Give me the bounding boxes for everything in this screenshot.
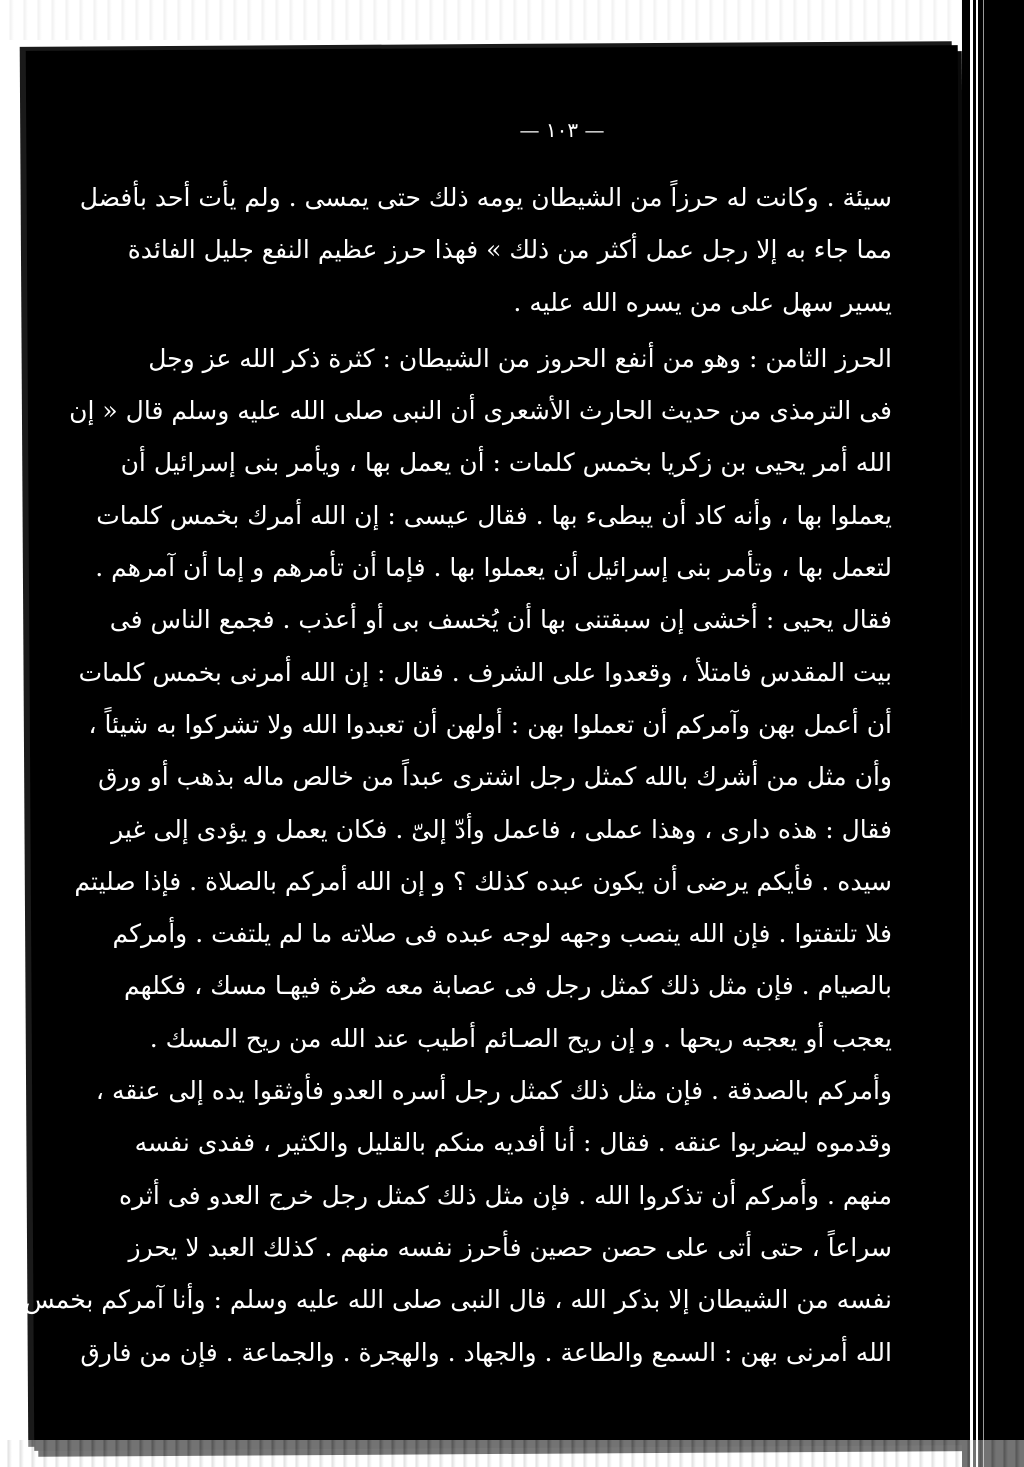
text-line: مما جاء به إلا رجل عمل أكثر من ذلك » فهذا حرز عظيم النفع جليل الفائدة — [127, 235, 892, 265]
text-line: وقدموه ليضربوا عنقه . فقال : أنا أفديه منكم بالقليل والكثير ، ففدى نفسه — [134, 1128, 892, 1158]
scan-top-noise — [0, 0, 1024, 40]
text-line: أن أعمل بهن وآمركم أن تعملوا بهن : أولهن أن تعبدوا الله ولا تشركوا به شيئاً ، — [88, 709, 892, 739]
scanner-edge-line — [983, 0, 984, 1467]
text-line: فقال : هذه دارى ، وهذا عملى ، فاعمل وأدّ إلىّ . فكان يعمل و يؤدى إلى غير — [111, 814, 892, 844]
text-line: وأن مثل من أشرك بالله كمثل رجل اشترى عبداً من خالص ماله بذهب أو ورق — [98, 762, 892, 792]
scanner-edge-line — [970, 0, 973, 1467]
text-line: وأمركم بالصدقة . فإن مثل ذلك كمثل رجل أسره العدو فأوثقوا يده إلى عنقه ، — [95, 1076, 892, 1106]
page-text-block — [23, 112, 892, 1379]
text-line: يعملوا بها ، وأنه كاد أن يبطىء بها . فقال عيسى : إن الله أمرك بخمس كلمات — [96, 500, 892, 530]
text-line: لتعمل بها ، وتأمر بنى إسرائيل أن يعملوا بها . فإما أن تأمرهم و إما أن آمرهم . — [95, 553, 892, 583]
text-line: يعجب أو يعجبه ريحها . و إن ريح الصـائم أطيب عند الله من ريح المسك . — [149, 1023, 892, 1053]
text-line: بيت المقدس فامتلأ ، وقعدوا على الشرف . فقال : إن الله أمرنى بخمس كلمات — [78, 657, 892, 687]
text-line: فى الترمذى من حديث الحارث الأشعرى أن النبى صلى الله عليه وسلم قال « إن — [69, 396, 892, 426]
text-line: منهم . وأمركم أن تذكروا الله . فإن مثل ذلك كمثل رجل خرج العدو فى أثره — [119, 1180, 892, 1210]
text-line: سيده . فأيكم يرضى أن يكون عبده كذلك ؟ و إن الله أمركم بالصلاة . فإذا صليتم — [74, 866, 892, 896]
scan-bottom-noise — [0, 1440, 1024, 1467]
text-line: بالصيام . فإن مثل ذلك كمثل رجل فى عصابة معه صُرة فيهـا مسك ، فكلهم — [124, 971, 892, 1001]
text-line: الحرز الثامن : وهو من أنفع الحروز من الشيطان : كثرة ذكر الله عز وجل — [148, 343, 892, 373]
text-line: سراعاً ، حتى أتى على حصن حصين فأحرز نفسه منهم . كذلك العبد لا يحرز — [128, 1232, 892, 1262]
scanner-edge-line — [976, 0, 978, 1467]
text-line: فلا تلتفتوا . فإن الله ينصب وجهه لوجه عبده فى صلاته ما لم يلتفت . وأمركم — [112, 919, 892, 949]
text-line: يسير سهل على من يسره الله عليه . — [513, 287, 892, 317]
text-line: نفسه من الشيطان إلا بذكر الله ، قال النبى صلى الله عليه وسلم : وأنا آمركم بخمس — [23, 1285, 892, 1315]
text-line: سيئة . وكانت له حرزاً من الشيطان يومه ذلك حتى يمسى . ولم يأت أحد بأفضل — [79, 183, 892, 212]
text-line: الله أمرنى بهن : السمع والطاعة . والجهاد . والهجرة . والجماعة . فإن من فارق — [80, 1337, 892, 1367]
page-number: — ١٠٣ — — [519, 118, 605, 142]
text-line: الله أمر يحيى بن زكريا بخمس كلمات : أن يعمل بها ، ويأمر بنى إسرائيل أن — [120, 448, 892, 478]
text-line: فقال يحيى : أخشى إن سبقتنى بها أن يُخسف بى أو أعذب . فجمع الناس فى — [109, 605, 892, 635]
